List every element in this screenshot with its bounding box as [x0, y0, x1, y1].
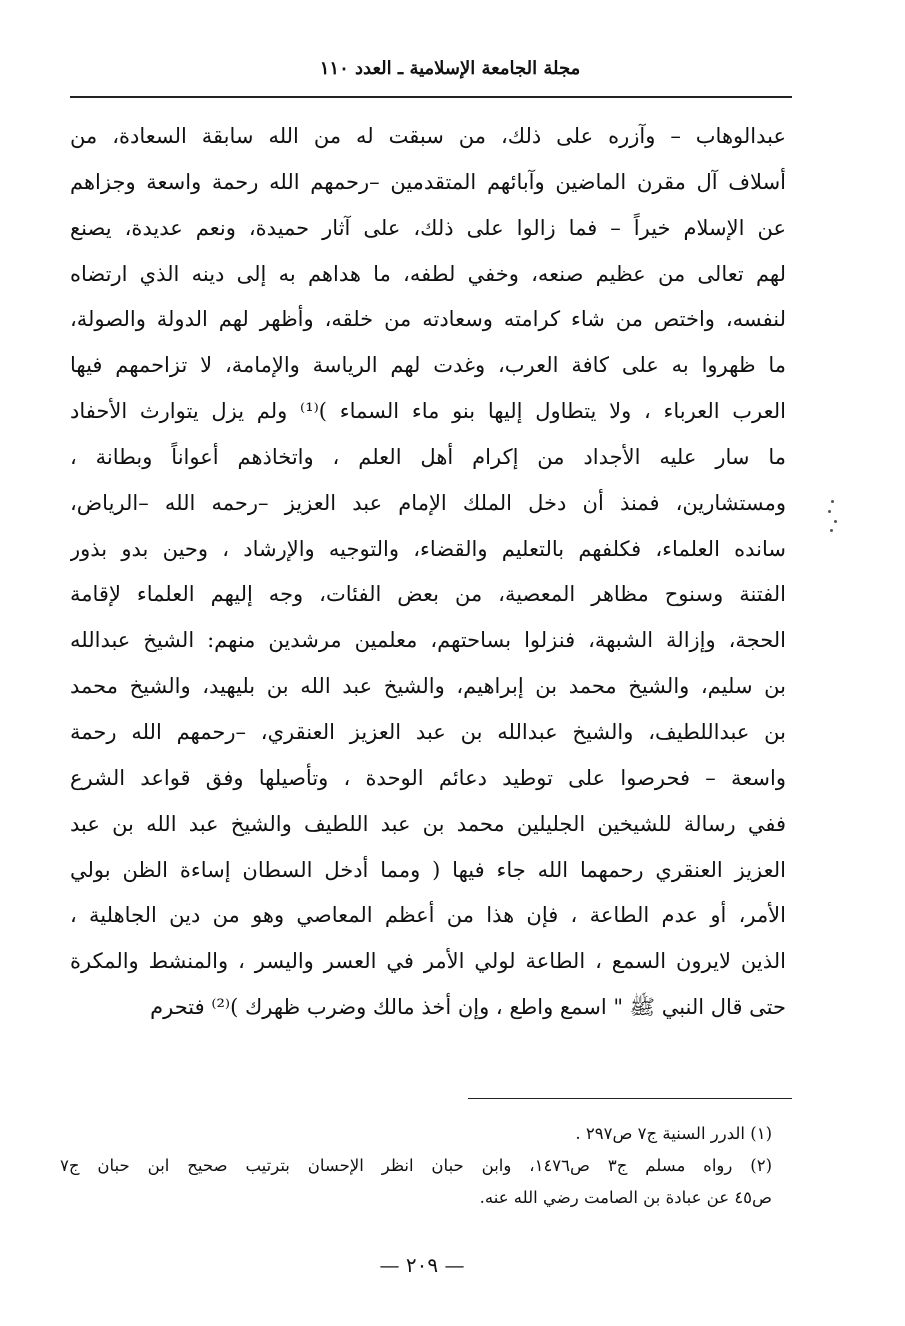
footnotes [60, 1118, 772, 1214]
body-line: حتى قال النبي ﷺ " اسمع واطع ، وإن أخذ مالك وضرب ظهرك )⁽²⁾ فتحرم [150, 995, 786, 1020]
footnote-divider [468, 1098, 792, 1099]
body-line: العزيز العنقري رحمهما الله جاء فيها ( ومما أدخل السطان إساءة الظن بولي [70, 857, 786, 882]
body-line: سانده العلماء، فكلفهم بالتعليم والقضاء، والتوجيه والإرشاد ، وحين بدو بذور [70, 536, 786, 561]
body-line: واسعة – فحرصوا على توطيد دعائم الوحدة ، وتأصيلها وفق قواعد الشرع [70, 765, 786, 790]
body-line: العرب العرباء ، ولا يتطاول إليها بنو ماء السماء )⁽¹⁾ ولم يزل يتوارث الأحفاد [70, 399, 786, 424]
body-line: أسلاف آل مقرن الماضين وآبائهم المتقدمين –رحمهم الله رحمة واسعة وجزاهم [70, 169, 786, 194]
body-line: ما ظهروا به على كافة العرب، وغدت لهم الرياسة والإمامة، لا تزاحمهم فيها [70, 353, 786, 378]
footnote-line: (١) الدرر السنية ج٧ ص٢٩٧ . [575, 1124, 772, 1143]
body-line: الذين لايرون السمع ، الطاعة لولي الأمر في العسر واليسر ، والمنشط والمكرة [70, 949, 786, 974]
margin-speck-mark [826, 498, 840, 534]
body-line: ففي رسالة للشيخين الجليلين محمد بن عبد اللطيف والشيخ عبد الله بن عبد [70, 811, 786, 836]
header-divider [70, 96, 792, 98]
body-line: بن عبداللطيف، والشيخ عبدالله بن عبد العزيز العنقري، –رحمهم الله رحمة [70, 719, 786, 744]
body-line: عبدالوهاب – وآزره على ذلك، من سبقت له من الله سابقة السعادة، من [70, 124, 786, 148]
page-number: — ٢٠٩ — [379, 1253, 465, 1277]
body-line: بن سليم، والشيخ محمد بن إبراهيم، والشيخ عبد الله بن بليهيد، والشيخ محمد [70, 674, 786, 699]
body-line: الحجة، وإزالة الشبهة، فنزلوا بساحتهم، معلمين مرشدين منهم: الشيخ عبدالله [70, 628, 786, 653]
footnote-line: (٢) رواه مسلم ج٣ ص١٤٧٦، وابن حبان انظر الإحسان بترتيب صحيح ابن حبان ج٧ [60, 1156, 772, 1175]
body-line: الفتنة وسنوح مظاهر المعصية، من بعض الفئات، وجه إليهم العلماء لإقامة [70, 582, 786, 607]
body-line: ومستشارين، فمنذ أن دخل الملك الإمام عبد العزيز –رحمه الله –الرياض، [70, 490, 786, 515]
body-line: عن الإسلام خيراً – فما زالوا على ذلك، على آثار حميدة، ونعم عديدة، يصنع [70, 215, 786, 240]
journal-header-title: مجلة الجامعة الإسلامية ـ العدد ١١٠ [319, 58, 581, 79]
body-line: ما سار عليه الأجداد من إكرام أهل العلم ، واتخاذهم أعواناً وبطانة ، [70, 444, 786, 469]
body-line: لنفسه، واختص من شاء كرامته وسعادته من خلقه، وأظهر لهم الدولة والصولة، [70, 307, 786, 332]
footnote-line: ص٤٥ عن عبادة بن الصامت رضي الله عنه. [479, 1188, 772, 1207]
body-line: لهم تعالى من عظيم صنعه، وخفي لطفه، ما هداهم به إلى دينه الذي ارتضاه [70, 261, 786, 286]
body-text [70, 114, 786, 1031]
body-line: الأمر، أو عدم الطاعة ، فإن هذا من أعظم المعاصي وهو من دين الجاهلية ، [70, 903, 786, 928]
